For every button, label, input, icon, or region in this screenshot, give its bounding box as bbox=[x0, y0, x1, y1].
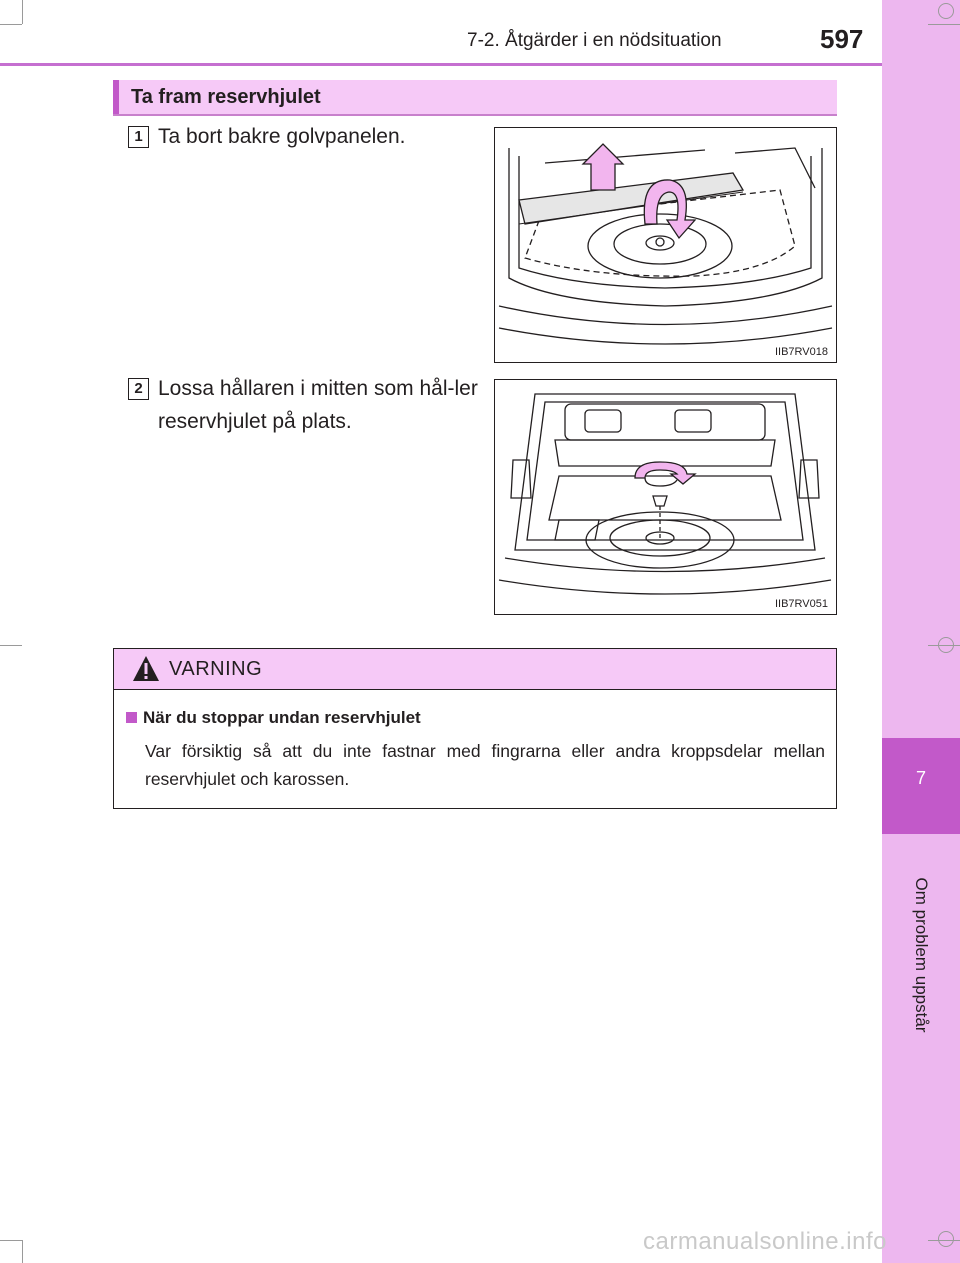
warning-body: Var försiktig så att du inte fastnar med fingrarna eller andra kroppsdelar mellan reservhjulet och karossen. bbox=[145, 741, 825, 789]
header-rule bbox=[0, 63, 882, 66]
registration-mark bbox=[938, 1231, 954, 1247]
crop-mark bbox=[22, 0, 23, 24]
subheading-bar bbox=[113, 80, 837, 116]
crop-mark bbox=[928, 1240, 960, 1241]
crop-mark bbox=[0, 645, 22, 646]
registration-mark bbox=[938, 3, 954, 19]
warning-triangle-icon bbox=[132, 655, 160, 682]
figure-code: IIB7RV018 bbox=[774, 346, 828, 358]
chapter-number: 7 bbox=[915, 768, 926, 788]
warning-box bbox=[113, 648, 837, 809]
crop-mark bbox=[0, 1240, 22, 1241]
bullet-square-icon bbox=[126, 712, 137, 723]
trunk-illustration bbox=[495, 128, 836, 362]
subheading-text: Ta fram reservhjulet bbox=[131, 86, 321, 108]
figure-code: IIB7RV051 bbox=[774, 598, 828, 610]
chapter-title: Om problem uppstår bbox=[912, 877, 931, 1033]
step-number: 2 bbox=[128, 378, 149, 400]
warning-subheading-text: När du stoppar undan reservhjulet bbox=[143, 708, 421, 727]
figure-loosen-holder bbox=[494, 379, 837, 615]
step-text: Lossa hållaren i mitten som hål-ler reservhjulet på plats. bbox=[158, 377, 478, 433]
subheading-accent bbox=[113, 80, 119, 114]
crop-mark bbox=[928, 645, 960, 646]
figure-remove-floor-panel bbox=[494, 127, 837, 363]
trunk-rear-view-illustration bbox=[495, 380, 836, 614]
crop-mark bbox=[0, 24, 22, 25]
warning-title: VARNING bbox=[169, 658, 263, 680]
warning-header bbox=[114, 649, 836, 690]
crop-mark bbox=[928, 24, 960, 25]
watermark: carmanualsonline.info bbox=[643, 1228, 887, 1255]
warning-subheading bbox=[126, 708, 421, 728]
page-number: 597 bbox=[820, 24, 864, 54]
side-tab-strip bbox=[882, 0, 960, 1263]
step-text: Ta bort bakre golvpanelen. bbox=[158, 125, 406, 148]
crop-mark bbox=[22, 1240, 23, 1263]
step-number: 1 bbox=[128, 126, 149, 148]
section-title: 7-2. Åtgärder i en nödsituation bbox=[467, 30, 722, 51]
